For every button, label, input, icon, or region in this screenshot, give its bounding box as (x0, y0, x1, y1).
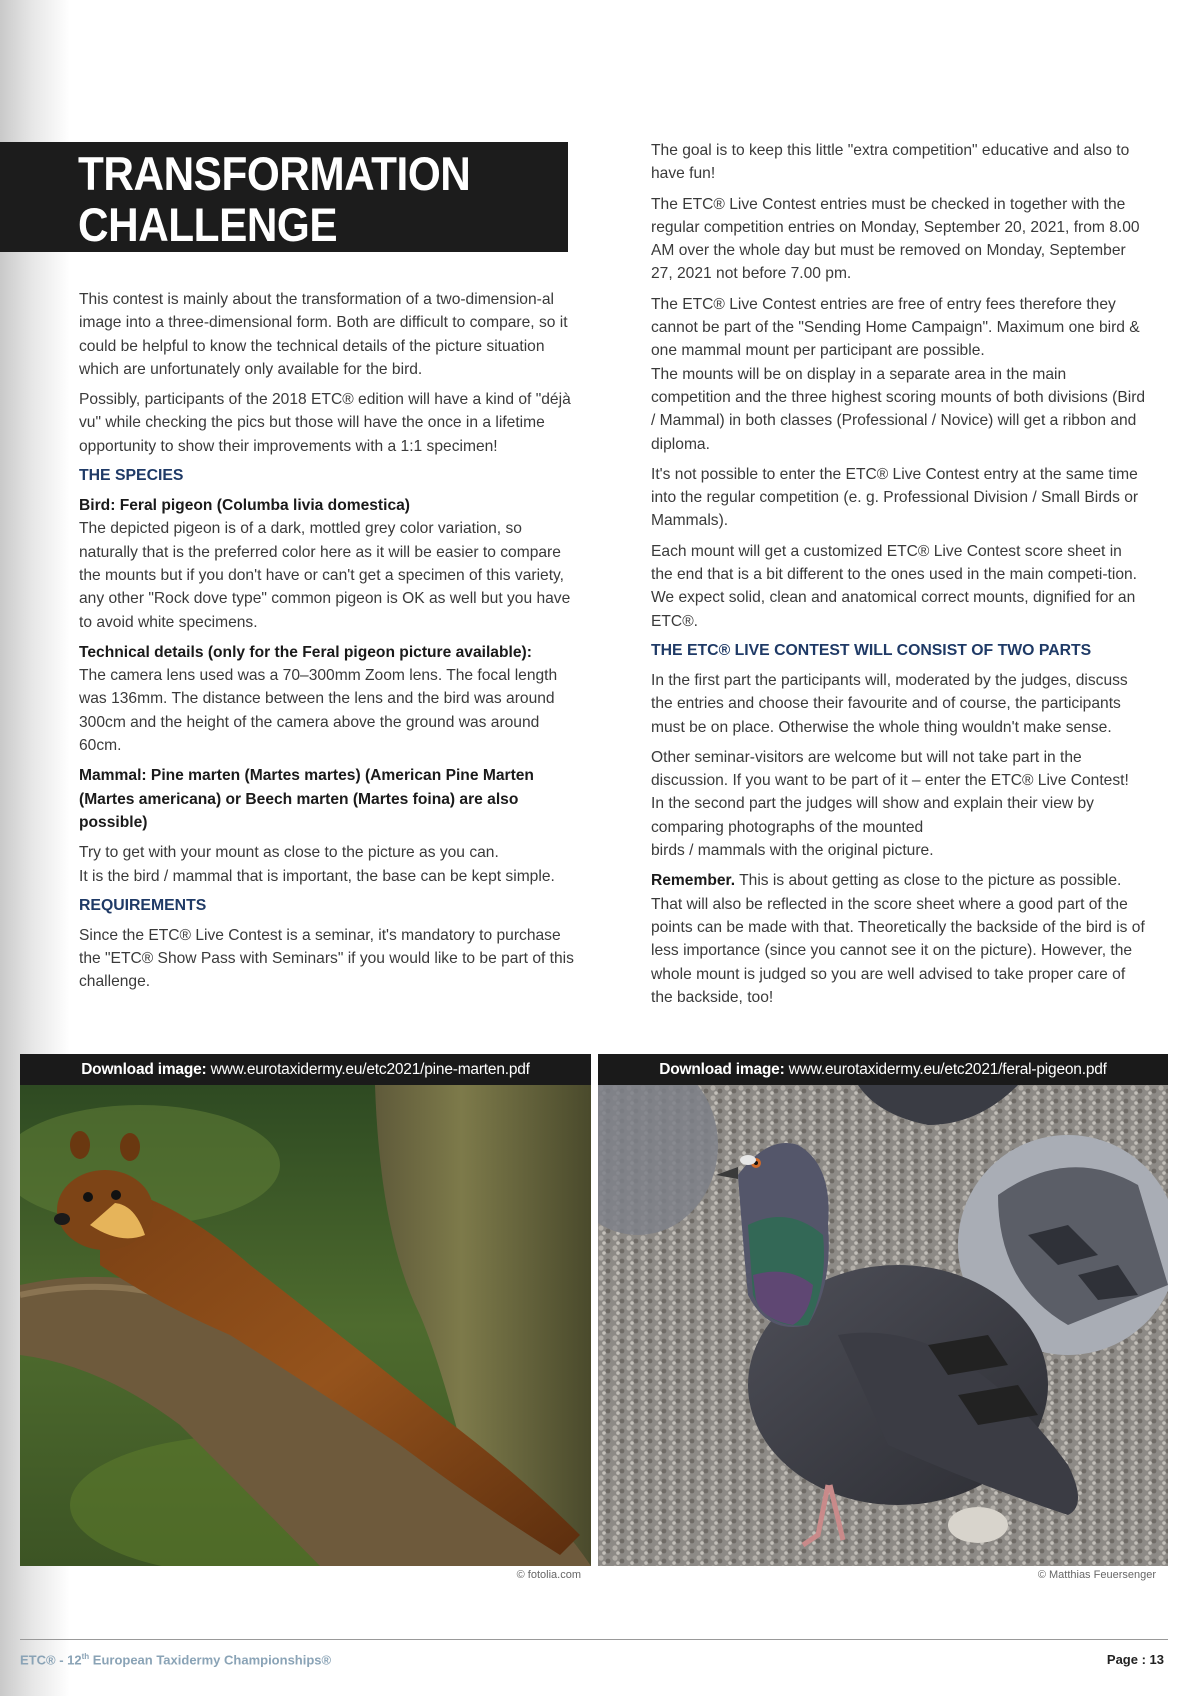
footer-sup: th (81, 1652, 90, 1661)
pine-marten-download-bar (20, 1054, 591, 1085)
bird-text: The depicted pigeon is of a dark, mottled grey color variation, so naturally that is the preferred color here as it will be easier to compare the mounts but if you don't have or can't get a specimen of this variety, any other "Rock dove type" common pigeon is OK as well but you have to avoid white specimens. (79, 520, 571, 631)
original-picture-text: birds / mammals with the original picture. (651, 842, 934, 860)
fees-section (651, 293, 1147, 456)
pine-marten-photo-frame (20, 1054, 591, 1566)
pine-marten-download-link[interactable]: www.eurotaxidermy.eu/etc2021/pine-marten.pdf (210, 1061, 530, 1078)
feral-pigeon-photo (598, 1085, 1168, 1566)
intro-paragraph-1: This contest is mainly about the transformation of a two-dimension-al image into a three-dimensional form. Both are difficult to compare, so it could be helpful to know the technical details of the picture situation which are unfortunately only available for the bird. (79, 291, 568, 378)
left-column (79, 288, 575, 1001)
heading-two-parts: THE ETC® LIVE CONTEST WILL CONSIST OF TWO PARTS (651, 641, 1092, 659)
requirements-text: Since the ETC® Live Contest is a seminar, it's mandatory to purchase the "ETC® Show Pass with Seminars" if you would like to be part of this challenge. (79, 926, 574, 991)
title-line-1: TRANSFORMATION (78, 147, 471, 200)
fees-text: The ETC® Live Contest entries are free of entry fees therefore they cannot be part of the "Sending Home Campaign". Maximum one bird & one mammal mount per participant are possible. (651, 295, 1140, 360)
feral-pigeon-photo-frame (598, 1054, 1168, 1566)
remember-paragraph (651, 869, 1147, 1009)
checkin-paragraph: The ETC® Live Contest entries must be checked in together with the regular competition entries on Monday, September 20, 2021, from 8.00 AM over the whole day but must be removed on Monday, September 27, 2021 not before 7.00 pm. (651, 195, 1140, 283)
visitors-text: Other seminar-visitors are welcome but will not take part in the discussion. If you want to be part of it – enter the ETC® Live Contest! (651, 748, 1129, 790)
download-label: Download image: (659, 1061, 785, 1078)
download-label: Download image: (81, 1061, 207, 1078)
page-title (78, 148, 510, 250)
tech-title: Technical details (only for the Feral pigeon picture available): (79, 643, 532, 661)
feral-pigeon-image (598, 1085, 1168, 1566)
pine-marten-photo (20, 1085, 591, 1566)
mammal-text-2: It is the bird / mammal that is important, the base can be kept simple. (79, 867, 555, 885)
feral-pigeon-credit: © Matthias Feuersenger (1037, 1569, 1156, 1581)
feral-pigeon-download-bar (598, 1054, 1168, 1085)
pine-marten-credit: © fotolia.com (516, 1569, 581, 1581)
display-text: The mounts will be on display in a separate area in the main competition and the three highest scoring mounts of both divisions (Bird / Mammal) in both classes (Professional / Novice) will get a ribbon and diploma. (651, 365, 1146, 453)
remember-label: Remember. (651, 872, 736, 890)
judges-text: In the second part the judges will show and explain their view by comparing photographs of the mounted (651, 795, 1094, 836)
footer-publication (20, 1652, 331, 1667)
page-number: Page : 13 (1106, 1652, 1164, 1667)
pine-marten-image (20, 1085, 591, 1566)
footer-prefix: ETC® - 12 (20, 1652, 82, 1668)
mammal-text-1: Try to get with your mount as close to the picture as you can. (79, 844, 499, 862)
heading-species: THE SPECIES (79, 467, 184, 485)
footer-divider (20, 1639, 1168, 1640)
remember-text: This is about getting as close to the picture as possible. That will also be reflected in the score sheet where a good part of the points can be made with that. Theoretically the backside of the bird is of less importance (since you cannot see it on the picture). However, the whole mount is judged so you are well advised to take proper care of the backside, too! (651, 872, 1145, 1006)
footer-suffix: European Taxidermy Championships® (89, 1652, 332, 1668)
score-sheet-paragraph: Each mount will get a customized ETC® Live Contest score sheet in the end that is a bit different to the ones used in the main competi-tion. We expect solid, clean and anatomical correct mounts, dignified for an ETC®. (651, 542, 1138, 630)
tech-text: The camera lens used was a 70–300mm Zoom lens. The focal length was 136mm. The distance between the lens and the bird was around 300cm and the height of the camera above the ground was around 60cm. (79, 667, 558, 755)
goal-paragraph: The goal is to keep this little "extra competition" educative and also to have fun! (651, 142, 1130, 183)
right-column (651, 139, 1147, 1016)
bird-section (79, 494, 575, 634)
mammal-section (79, 841, 575, 888)
tech-section (79, 641, 575, 757)
bird-title: Bird: Feral pigeon (Columba livia domestica) (79, 497, 410, 515)
feral-pigeon-download-link[interactable]: www.eurotaxidermy.eu/etc2021/feral-pigeon.pdf (788, 1061, 1107, 1078)
title-line-2: CHALLENGE (78, 198, 338, 251)
part-one-paragraph: In the first part the participants will, moderated by the judges, discuss the entries and choose their favourite and of course, the participants must be on place. Otherwise the whole thing wouldn't make sense. (651, 671, 1128, 736)
part-two-section (651, 746, 1147, 862)
entry-rule-paragraph: It's not possible to enter the ETC® Live Contest entry at the same time into the regular competition (e. g. Professional Division / Small Birds or Mammals). (651, 465, 1139, 530)
intro-paragraph-2: Possibly, participants of the 2018 ETC® edition will have a kind of "déjà vu" while checking the pics but those will have the once in a lifetime opportunity to show their improvements with a 1:1 specimen! (79, 391, 571, 455)
mammal-title: Mammal: Pine marten (Martes martes) (American Pine Marten (Martes americana) or Beech marten (Martes foina) are also possible) (79, 767, 534, 831)
heading-requirements: REQUIREMENTS (79, 896, 207, 914)
